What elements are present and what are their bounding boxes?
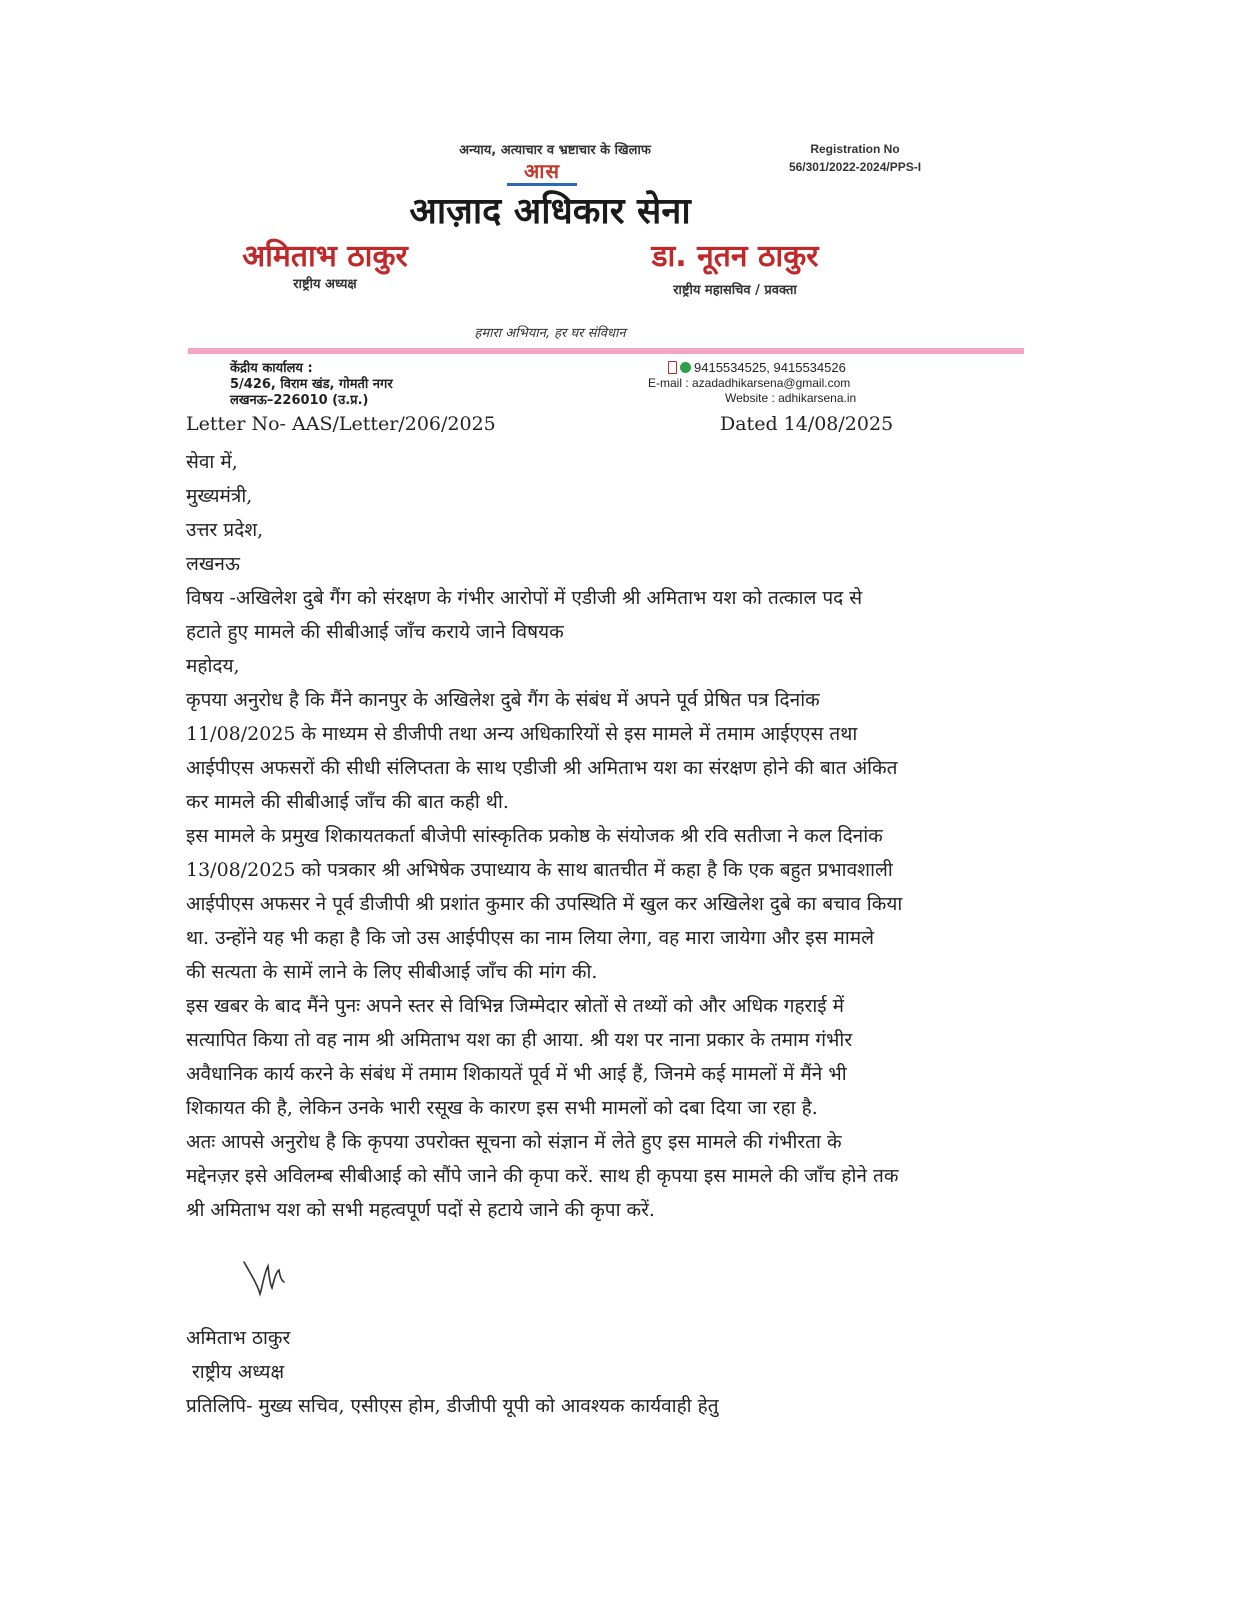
- logo-text: आस: [524, 159, 560, 183]
- body-line: महोदय,: [186, 655, 240, 677]
- body-line: इस मामले के प्रमुख शिकायतकर्ता बीजेपी सांस्कृतिक प्रकोष्ठ के संयोजक श्री रवि सतीजा ने कल दिनांक: [186, 825, 883, 847]
- body-line: अवैधानिक कार्य करने के संबंध में तमाम शिकायतें पूर्व में भी आई हैं, जिनमे कई मामलों में मैंने भी: [186, 1063, 847, 1085]
- signatory-role: राष्ट्रीय अध्यक्ष: [192, 1361, 285, 1383]
- body-line: 11/08/2025 के माध्यम से डीजीपी तथा अन्य अधिकारियों से इस मामले में तमाम आईएएस तथा: [186, 723, 858, 745]
- leader2-name: डा. नूतन ठाकुर: [651, 239, 819, 274]
- body-line: शिकायत की है, लेकिन उनके भारी रसूख के कारण इस सभी मामलों को दबा दिया जा रहा है.: [186, 1097, 818, 1119]
- body-line: उत्तर प्रदेश,: [186, 519, 264, 541]
- registration-number: 56/301/2022-2024/PPS-I: [788, 160, 922, 174]
- phone-numbers: 9415534525, 9415534526: [694, 360, 846, 375]
- copy-to: प्रतिलिपि- मुख्य सचिव, एसीएस होम, डीजीपी यूपी को आवश्यक कार्यवाही हेतु: [186, 1395, 719, 1417]
- leader1-name: अमिताभ ठाकुर: [242, 239, 408, 274]
- body-line: आईपीएस अफसर ने पूर्व डीजीपी श्री प्रशांत कुमार की उपस्थिति में खुल कर अखिलेश दुबे का बचाव किया: [186, 893, 903, 915]
- letterhead-tagline: अन्याय, अत्याचार व भ्रष्टाचार के खिलाफ: [459, 143, 651, 158]
- body-line: श्री अमिताभ यश को सभी महत्वपूर्ण पदों से हटाये जाने की कृपा करें.: [186, 1199, 655, 1221]
- body-line: 13/08/2025 को पत्रकार श्री अभिषेक उपाध्याय के साथ बातचीत में कहा है कि एक बहुत प्रभावशाली: [186, 859, 893, 881]
- body-line: कृपया अनुरोध है कि मैंने कानपुर के अखिलेश दुबे गैंग के संबंध में अपने पूर्व प्रेषित पत्र दिनांक: [186, 689, 820, 711]
- body-line: विषय -अखिलेश दुबे गैंग को संरक्षण के गंभीर आरोपों में एडीजी श्री अमिताभ यश को तत्काल पद से: [186, 587, 863, 609]
- registration-label: Registration No: [810, 142, 900, 156]
- leader2-role: राष्ट्रीय महासचिव / प्रवक्ता: [673, 283, 797, 298]
- leader1-role: राष्ट्रीय अध्यक्ष: [293, 277, 357, 292]
- handwritten-signature: [238, 1258, 298, 1298]
- body-line: की सत्यता के सामें लाने के लिए सीबीआई जाँच की मांग की.: [186, 961, 598, 983]
- body-line: कर मामले की सीबीआई जाँच की बात कही थी.: [186, 791, 509, 813]
- body-line: मद्देनज़र इसे अविलम्ब सीबीआई को सौंपे जाने की कृपा करें. साथ ही कृपया इस मामले की जाँच होने तक: [186, 1165, 899, 1187]
- signatory-name: अमिताभ ठाकुर: [186, 1327, 291, 1349]
- slogan: हमारा अभियान, हर घर संविधान: [474, 326, 626, 341]
- whatsapp-icon: [680, 362, 691, 373]
- org-name: आज़ाद अधिकार सेना: [409, 191, 691, 232]
- contact-website: Website : adhikarsena.in: [725, 391, 857, 405]
- body-line: सेवा में,: [186, 451, 238, 473]
- org-logo: [500, 160, 584, 186]
- body-line: सत्यापित किया तो वह नाम श्री अमिताभ यश का ही आया. श्री यश पर नाना प्रकार के तमाम गंभीर: [186, 1029, 853, 1051]
- body-line: आईपीएस अफसरों की सीधी संलिप्तता के साथ एडीजी श्री अमिताभ यश का संरक्षण होने की बात अंकित: [186, 757, 898, 779]
- letter-date: Dated 14/08/2025: [720, 413, 894, 435]
- body-line: लखनऊ: [186, 553, 240, 575]
- header-divider: [188, 348, 1024, 354]
- contact-email: E-mail : azadadhikarsena@gmail.com: [648, 376, 851, 390]
- body-line: मुख्यमंत्री,: [186, 485, 253, 507]
- office-address-line1: 5/426, विराम खंड, गोमती नगर: [230, 377, 393, 392]
- body-line: था. उन्होंने यह भी कहा है कि जो उस आईपीएस का नाम लिया लेगा, वह मारा जायेगा और इस मामले: [186, 927, 874, 949]
- contact-phone: [668, 360, 846, 375]
- body-line: अतः आपसे अनुरोध है कि कृपया उपरोक्त सूचना को संज्ञान में लेते हुए इस मामले की गंभीरता के: [186, 1131, 842, 1153]
- body-line: हटाते हुए मामले की सीबीआई जाँच कराये जाने विषयक: [186, 621, 564, 643]
- office-label: केंद्रीय कार्यालय :: [230, 361, 313, 376]
- office-address-line2: लखनऊ–226010 (उ.प्र.): [230, 393, 369, 408]
- mobile-phone-icon: [668, 361, 677, 374]
- body-line: इस खबर के बाद मैंने पुनः अपने स्तर से विभिन्न जिम्मेदार स्रोतों से तथ्यों को और अधिक गहराई में: [186, 995, 844, 1017]
- letter-number: Letter No- AAS/Letter/206/2025: [186, 413, 496, 435]
